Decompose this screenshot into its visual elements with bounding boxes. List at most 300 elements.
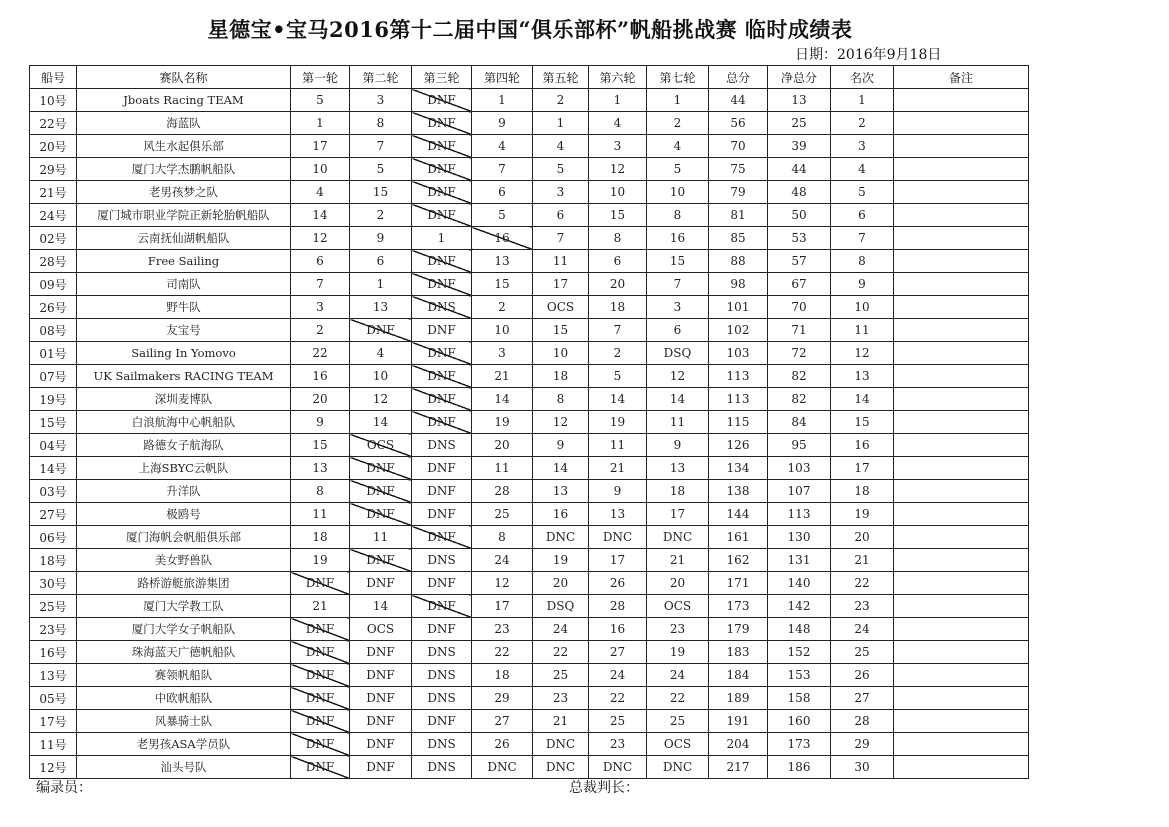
team-name-cell: 老男孩ASA学员队 xyxy=(77,733,291,756)
race-7-cell: 18 xyxy=(647,480,709,503)
header-rank: 名次 xyxy=(831,66,894,89)
race-5-cell: 25 xyxy=(533,664,589,687)
race-5-cell: 18 xyxy=(533,365,589,388)
boat-number-cell: 02号 xyxy=(30,227,77,250)
race-2-discarded-cell: DNF xyxy=(350,480,412,503)
race-5-cell: DNC xyxy=(533,756,589,779)
race-5-cell: 3 xyxy=(533,181,589,204)
boat-number-cell: 14号 xyxy=(30,457,77,480)
race-7-cell: 16 xyxy=(647,227,709,250)
team-name-cell: 白浪航海中心帆船队 xyxy=(77,411,291,434)
race-7-cell: 21 xyxy=(647,549,709,572)
rank-cell: 3 xyxy=(831,135,894,158)
team-name-cell: 路德女子航海队 xyxy=(77,434,291,457)
note-cell xyxy=(894,480,1029,503)
race-2-cell: 6 xyxy=(350,250,412,273)
race-3-cell: DNF xyxy=(412,480,472,503)
table-row xyxy=(30,710,1029,733)
race-6-cell: 2 xyxy=(589,342,647,365)
net-score-cell: 13 xyxy=(768,89,831,112)
race-1-cell: 1 xyxy=(291,112,350,135)
note-cell xyxy=(894,664,1029,687)
race-7-cell: 25 xyxy=(647,710,709,733)
race-5-cell: DNC xyxy=(533,733,589,756)
team-name-cell: 上海SBYC云帆队 xyxy=(77,457,291,480)
net-score-cell: 72 xyxy=(768,342,831,365)
note-cell xyxy=(894,572,1029,595)
net-score-cell: 25 xyxy=(768,112,831,135)
rank-cell: 25 xyxy=(831,641,894,664)
net-score-cell: 153 xyxy=(768,664,831,687)
total-score-cell: 173 xyxy=(709,595,768,618)
total-score-cell: 75 xyxy=(709,158,768,181)
table-row xyxy=(30,296,1029,319)
header-row xyxy=(30,66,1029,89)
total-score-cell: 56 xyxy=(709,112,768,135)
table-row xyxy=(30,641,1029,664)
note-cell xyxy=(894,687,1029,710)
race-7-cell: DNC xyxy=(647,756,709,779)
race-7-cell: OCS xyxy=(647,595,709,618)
race-2-cell: 10 xyxy=(350,365,412,388)
race-3-cell: DNS xyxy=(412,756,472,779)
race-7-cell: 13 xyxy=(647,457,709,480)
race-5-cell: 13 xyxy=(533,480,589,503)
boat-number-cell: 08号 xyxy=(30,319,77,342)
note-cell xyxy=(894,296,1029,319)
net-score-cell: 71 xyxy=(768,319,831,342)
race-3-discarded-cell: DNF xyxy=(412,595,472,618)
race-3-discarded-cell: DNF xyxy=(412,250,472,273)
race-4-cell: 17 xyxy=(472,595,533,618)
boat-number-cell: 26号 xyxy=(30,296,77,319)
boat-number-cell: 03号 xyxy=(30,480,77,503)
race-2-cell: 9 xyxy=(350,227,412,250)
total-score-cell: 126 xyxy=(709,434,768,457)
team-name-cell: 珠海蓝天广德帆船队 xyxy=(77,641,291,664)
race-4-cell: 1 xyxy=(472,89,533,112)
net-score-cell: 148 xyxy=(768,618,831,641)
race-5-cell: 8 xyxy=(533,388,589,411)
boat-number-cell: 29号 xyxy=(30,158,77,181)
race-1-discarded-cell: DNF xyxy=(291,710,350,733)
race-1-discarded-cell: DNF xyxy=(291,572,350,595)
total-score-cell: 179 xyxy=(709,618,768,641)
rank-cell: 7 xyxy=(831,227,894,250)
note-cell xyxy=(894,273,1029,296)
rank-cell: 29 xyxy=(831,733,894,756)
race-7-cell: 2 xyxy=(647,112,709,135)
race-1-cell: 14 xyxy=(291,204,350,227)
race-7-cell: 24 xyxy=(647,664,709,687)
race-6-cell: 9 xyxy=(589,480,647,503)
total-score-cell: 183 xyxy=(709,641,768,664)
race-3-discarded-cell: DNF xyxy=(412,526,472,549)
race-6-cell: DNC xyxy=(589,526,647,549)
race-4-cell: 25 xyxy=(472,503,533,526)
total-score-cell: 85 xyxy=(709,227,768,250)
race-4-cell: 4 xyxy=(472,135,533,158)
race-3-discarded-cell: DNF xyxy=(412,411,472,434)
header-boat: 船号 xyxy=(30,66,77,89)
race-6-cell: 25 xyxy=(589,710,647,733)
race-3-cell: DNF xyxy=(412,457,472,480)
race-2-cell: 14 xyxy=(350,411,412,434)
net-score-cell: 70 xyxy=(768,296,831,319)
race-7-cell: 4 xyxy=(647,135,709,158)
note-cell xyxy=(894,89,1029,112)
race-3-discarded-cell: DNF xyxy=(412,181,472,204)
net-score-cell: 50 xyxy=(768,204,831,227)
race-4-cell: 11 xyxy=(472,457,533,480)
race-5-cell: 9 xyxy=(533,434,589,457)
boat-number-cell: 05号 xyxy=(30,687,77,710)
race-1-cell: 2 xyxy=(291,319,350,342)
total-score-cell: 81 xyxy=(709,204,768,227)
team-name-cell: 美女野兽队 xyxy=(77,549,291,572)
net-score-cell: 160 xyxy=(768,710,831,733)
table-row xyxy=(30,411,1029,434)
race-5-cell: 16 xyxy=(533,503,589,526)
race-6-cell: DNC xyxy=(589,756,647,779)
race-1-discarded-cell: DNF xyxy=(291,756,350,779)
total-score-cell: 184 xyxy=(709,664,768,687)
boat-number-cell: 13号 xyxy=(30,664,77,687)
note-cell xyxy=(894,112,1029,135)
race-5-cell: DSQ xyxy=(533,595,589,618)
rank-cell: 20 xyxy=(831,526,894,549)
race-3-cell: DNS xyxy=(412,733,472,756)
race-2-cell: 4 xyxy=(350,342,412,365)
note-cell xyxy=(894,526,1029,549)
race-2-discarded-cell: DNF xyxy=(350,319,412,342)
total-score-cell: 217 xyxy=(709,756,768,779)
header-net-total: 净总分 xyxy=(768,66,831,89)
team-name-cell: 厦门大学杰鹏帆船队 xyxy=(77,158,291,181)
net-score-cell: 53 xyxy=(768,227,831,250)
race-4-cell: 13 xyxy=(472,250,533,273)
boat-number-cell: 21号 xyxy=(30,181,77,204)
header-race-3: 第三轮 xyxy=(412,66,472,89)
total-score-cell: 88 xyxy=(709,250,768,273)
race-1-cell: 11 xyxy=(291,503,350,526)
race-1-discarded-cell: DNF xyxy=(291,641,350,664)
header-total: 总分 xyxy=(709,66,768,89)
race-6-cell: 27 xyxy=(589,641,647,664)
race-7-cell: 17 xyxy=(647,503,709,526)
header-race-4: 第四轮 xyxy=(472,66,533,89)
team-name-cell: 升洋队 xyxy=(77,480,291,503)
race-2-discarded-cell: DNF xyxy=(350,503,412,526)
boat-number-cell: 18号 xyxy=(30,549,77,572)
race-3-cell: DNS xyxy=(412,687,472,710)
total-score-cell: 102 xyxy=(709,319,768,342)
race-3-cell: DNF xyxy=(412,319,472,342)
race-1-cell: 18 xyxy=(291,526,350,549)
race-1-discarded-cell: DNF xyxy=(291,664,350,687)
race-5-cell: 23 xyxy=(533,687,589,710)
table-row xyxy=(30,434,1029,457)
note-cell xyxy=(894,411,1029,434)
table-row xyxy=(30,112,1029,135)
total-score-cell: 79 xyxy=(709,181,768,204)
race-4-cell: DNC xyxy=(472,756,533,779)
boat-number-cell: 27号 xyxy=(30,503,77,526)
boat-number-cell: 25号 xyxy=(30,595,77,618)
race-2-cell: 12 xyxy=(350,388,412,411)
race-3-cell: DNS xyxy=(412,549,472,572)
race-6-cell: 14 xyxy=(589,388,647,411)
race-6-cell: 10 xyxy=(589,181,647,204)
total-score-cell: 113 xyxy=(709,388,768,411)
table-row xyxy=(30,457,1029,480)
rank-cell: 1 xyxy=(831,89,894,112)
table-row xyxy=(30,319,1029,342)
note-cell xyxy=(894,618,1029,641)
boat-number-cell: 09号 xyxy=(30,273,77,296)
race-1-cell: 8 xyxy=(291,480,350,503)
note-cell xyxy=(894,181,1029,204)
table-row xyxy=(30,687,1029,710)
race-4-cell: 28 xyxy=(472,480,533,503)
rank-cell: 8 xyxy=(831,250,894,273)
race-2-cell: 7 xyxy=(350,135,412,158)
team-name-cell: 风生水起俱乐部 xyxy=(77,135,291,158)
race-4-cell: 15 xyxy=(472,273,533,296)
race-5-cell: 22 xyxy=(533,641,589,664)
race-1-discarded-cell: DNF xyxy=(291,687,350,710)
race-6-cell: 15 xyxy=(589,204,647,227)
table-row xyxy=(30,664,1029,687)
boat-number-cell: 07号 xyxy=(30,365,77,388)
race-5-cell: 2 xyxy=(533,89,589,112)
team-name-cell: Jboats Racing TEAM xyxy=(77,89,291,112)
race-3-cell: DNS xyxy=(412,664,472,687)
race-7-cell: 8 xyxy=(647,204,709,227)
race-6-cell: 6 xyxy=(589,250,647,273)
rank-cell: 2 xyxy=(831,112,894,135)
race-1-cell: 17 xyxy=(291,135,350,158)
note-cell xyxy=(894,549,1029,572)
race-1-cell: 20 xyxy=(291,388,350,411)
table-row xyxy=(30,549,1029,572)
race-4-cell: 2 xyxy=(472,296,533,319)
rank-cell: 18 xyxy=(831,480,894,503)
race-3-discarded-cell: DNF xyxy=(412,135,472,158)
race-1-cell: 10 xyxy=(291,158,350,181)
race-4-cell: 6 xyxy=(472,181,533,204)
net-score-cell: 186 xyxy=(768,756,831,779)
race-2-cell: 8 xyxy=(350,112,412,135)
note-cell xyxy=(894,434,1029,457)
race-4-cell: 19 xyxy=(472,411,533,434)
race-2-cell: 15 xyxy=(350,181,412,204)
race-7-cell: 11 xyxy=(647,411,709,434)
race-2-cell: DNF xyxy=(350,641,412,664)
rank-cell: 6 xyxy=(831,204,894,227)
note-cell xyxy=(894,733,1029,756)
race-2-cell: 11 xyxy=(350,526,412,549)
note-cell xyxy=(894,756,1029,779)
note-cell xyxy=(894,250,1029,273)
net-score-cell: 82 xyxy=(768,388,831,411)
race-2-cell: DNF xyxy=(350,687,412,710)
net-score-cell: 48 xyxy=(768,181,831,204)
race-4-cell: 24 xyxy=(472,549,533,572)
table-row xyxy=(30,388,1029,411)
rank-cell: 30 xyxy=(831,756,894,779)
rank-cell: 13 xyxy=(831,365,894,388)
race-7-cell: 19 xyxy=(647,641,709,664)
table-row xyxy=(30,756,1029,779)
table-row xyxy=(30,158,1029,181)
team-name-cell: 赛领帆船队 xyxy=(77,664,291,687)
net-score-cell: 142 xyxy=(768,595,831,618)
rank-cell: 11 xyxy=(831,319,894,342)
race-2-cell: 14 xyxy=(350,595,412,618)
race-3-discarded-cell: DNF xyxy=(412,112,472,135)
race-3-discarded-cell: DNF xyxy=(412,204,472,227)
team-name-cell: Free Sailing xyxy=(77,250,291,273)
race-7-cell: DNC xyxy=(647,526,709,549)
table-row xyxy=(30,526,1029,549)
race-5-cell: 10 xyxy=(533,342,589,365)
note-cell xyxy=(894,365,1029,388)
document-title: 星德宝•宝马2016第十二届中国“俱乐部杯”帆船挑战赛 临时成绩表 xyxy=(207,17,853,42)
race-4-cell: 10 xyxy=(472,319,533,342)
rank-cell: 14 xyxy=(831,388,894,411)
table-row xyxy=(30,365,1029,388)
boat-number-cell: 06号 xyxy=(30,526,77,549)
race-3-discarded-cell: DNF xyxy=(412,388,472,411)
race-3-discarded-cell: DNS xyxy=(412,296,472,319)
race-4-cell: 27 xyxy=(472,710,533,733)
net-score-cell: 113 xyxy=(768,503,831,526)
race-7-cell: 5 xyxy=(647,158,709,181)
race-7-cell: 9 xyxy=(647,434,709,457)
race-4-cell: 22 xyxy=(472,641,533,664)
race-7-cell: 20 xyxy=(647,572,709,595)
race-7-cell: 15 xyxy=(647,250,709,273)
total-score-cell: 98 xyxy=(709,273,768,296)
total-score-cell: 44 xyxy=(709,89,768,112)
race-1-discarded-cell: DNF xyxy=(291,733,350,756)
team-name-cell: 云南抚仙湖帆船队 xyxy=(77,227,291,250)
race-6-cell: 18 xyxy=(589,296,647,319)
race-2-discarded-cell: OCS xyxy=(350,434,412,457)
net-score-cell: 82 xyxy=(768,365,831,388)
race-2-discarded-cell: DNF xyxy=(350,457,412,480)
race-3-discarded-cell: DNF xyxy=(412,158,472,181)
team-name-cell: 中欧帆船队 xyxy=(77,687,291,710)
race-3-discarded-cell: DNF xyxy=(412,342,472,365)
note-cell xyxy=(894,158,1029,181)
race-1-cell: 5 xyxy=(291,89,350,112)
race-5-cell: OCS xyxy=(533,296,589,319)
table-row xyxy=(30,595,1029,618)
total-score-cell: 134 xyxy=(709,457,768,480)
chief-judge-label: 总裁判长： xyxy=(569,780,639,796)
race-6-cell: 28 xyxy=(589,595,647,618)
table-row xyxy=(30,227,1029,250)
net-score-cell: 140 xyxy=(768,572,831,595)
race-6-cell: 13 xyxy=(589,503,647,526)
rank-cell: 12 xyxy=(831,342,894,365)
team-name-cell: 厦门海帆会帆船俱乐部 xyxy=(77,526,291,549)
race-6-cell: 17 xyxy=(589,549,647,572)
net-score-cell: 95 xyxy=(768,434,831,457)
net-score-cell: 152 xyxy=(768,641,831,664)
header-race-5: 第五轮 xyxy=(533,66,589,89)
rank-cell: 28 xyxy=(831,710,894,733)
race-5-cell: 14 xyxy=(533,457,589,480)
race-1-cell: 13 xyxy=(291,457,350,480)
race-4-cell: 21 xyxy=(472,365,533,388)
race-3-discarded-cell: DNF xyxy=(412,89,472,112)
net-score-cell: 39 xyxy=(768,135,831,158)
boat-number-cell: 30号 xyxy=(30,572,77,595)
boat-number-cell: 28号 xyxy=(30,250,77,273)
net-score-cell: 173 xyxy=(768,733,831,756)
total-score-cell: 189 xyxy=(709,687,768,710)
boat-number-cell: 10号 xyxy=(30,89,77,112)
table-row xyxy=(30,89,1029,112)
team-name-cell: 厦门城市职业学院正新轮胎帆船队 xyxy=(77,204,291,227)
document-date: 日期：2016年9月18日 xyxy=(795,47,942,63)
note-cell xyxy=(894,641,1029,664)
net-score-cell: 107 xyxy=(768,480,831,503)
team-name-cell: 野牛队 xyxy=(77,296,291,319)
race-6-cell: 19 xyxy=(589,411,647,434)
rank-cell: 21 xyxy=(831,549,894,572)
race-3-cell: DNS xyxy=(412,434,472,457)
race-7-cell: OCS xyxy=(647,733,709,756)
race-2-cell: DNF xyxy=(350,710,412,733)
header-race-2: 第二轮 xyxy=(350,66,412,89)
race-1-cell: 22 xyxy=(291,342,350,365)
boat-number-cell: 20号 xyxy=(30,135,77,158)
race-1-cell: 9 xyxy=(291,411,350,434)
race-7-cell: 12 xyxy=(647,365,709,388)
race-3-cell: DNF xyxy=(412,710,472,733)
net-score-cell: 57 xyxy=(768,250,831,273)
race-6-cell: 21 xyxy=(589,457,647,480)
race-1-cell: 21 xyxy=(291,595,350,618)
rank-cell: 27 xyxy=(831,687,894,710)
race-6-cell: 3 xyxy=(589,135,647,158)
race-5-cell: 21 xyxy=(533,710,589,733)
boat-number-cell: 15号 xyxy=(30,411,77,434)
team-name-cell: 老男孩梦之队 xyxy=(77,181,291,204)
note-cell xyxy=(894,227,1029,250)
note-cell xyxy=(894,595,1029,618)
net-score-cell: 84 xyxy=(768,411,831,434)
total-score-cell: 101 xyxy=(709,296,768,319)
boat-number-cell: 22号 xyxy=(30,112,77,135)
race-4-cell: 29 xyxy=(472,687,533,710)
race-5-cell: 19 xyxy=(533,549,589,572)
boat-number-cell: 17号 xyxy=(30,710,77,733)
team-name-cell: 汕头号队 xyxy=(77,756,291,779)
race-6-cell: 8 xyxy=(589,227,647,250)
rank-cell: 24 xyxy=(831,618,894,641)
table-row xyxy=(30,204,1029,227)
rank-cell: 22 xyxy=(831,572,894,595)
race-1-cell: 15 xyxy=(291,434,350,457)
team-name-cell: 厦门大学女子帆船队 xyxy=(77,618,291,641)
table-row xyxy=(30,342,1029,365)
race-1-cell: 12 xyxy=(291,227,350,250)
